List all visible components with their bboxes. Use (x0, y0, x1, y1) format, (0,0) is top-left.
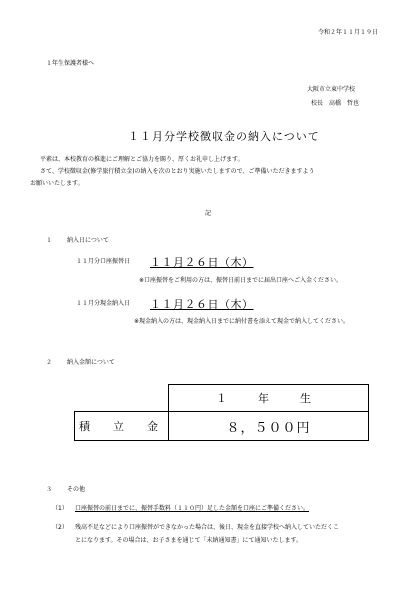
section-3-number: ３ (46, 486, 53, 493)
section-2-heading: 納入金額について (67, 359, 115, 366)
cash-date: １１月２６日（木） (150, 298, 254, 311)
recipient: １年生保護者様へ (46, 60, 95, 67)
document-date: 令和２年１１月１９日 (318, 29, 379, 36)
section-1-heading: 納入日について (67, 237, 109, 244)
debit-date-label: １１月分口座振替日 (76, 258, 131, 265)
body-line-1: 平素は、本校教育の推進にご理解とご協力を賜り、厚くお礼申し上げます。 (40, 156, 244, 163)
item-label: 積 立 金 (75, 412, 169, 441)
item-amount: ８，５００円 (169, 412, 369, 441)
other-item-2-number: （2） (52, 524, 68, 531)
amount-table-header-row (75, 385, 369, 412)
section-2-number: ２ (46, 359, 53, 366)
cash-date-label: １１月分現金納入日 (76, 300, 131, 307)
other-item-1-text: 口座振替の前日までに、振替手数料（１１０円）足した金額を口座にご準備ください。 (75, 505, 310, 512)
body-line-2: さて、学校徴収金(修学旅行積立金)の納入を次のとおり実施いたしますので、ご準備いただきますよう (40, 168, 315, 175)
other-item-2-line-2: とになります。その場合は、お子さまを通じて「未納通知書」にて通知いたします。 (75, 537, 303, 544)
other-item-2-line-1: 残高不足などにより口座振替ができなかった場合は、後日、現金を直接学校へ納入していただくこ (75, 524, 340, 531)
section-1-number: １ (46, 237, 53, 244)
amount-table-corner (75, 385, 169, 412)
other-item-1-number: （1） (52, 505, 68, 512)
ki-heading: 記 (205, 210, 212, 217)
amount-table (74, 384, 369, 441)
school-name: 大阪市立東中学校 (307, 86, 356, 93)
section-3-heading: その他 (67, 486, 86, 493)
principal-name: 校長 高橋 哲也 (311, 100, 360, 107)
debit-note: ※口座振替をご利用の方は、振替日前日までに届出口座へご入金ください。 (139, 277, 343, 284)
cash-note: ※現金納入の方は、現金納入日までに納付書を添えて現金で納入してください。 (134, 318, 350, 325)
grade-header: １ 年 生 (169, 385, 369, 412)
body-line-3: お願いいたします。 (30, 180, 84, 187)
amount-table-row (75, 412, 369, 441)
debit-date: １１月２６日（木） (150, 256, 254, 269)
document-title: １１月分学校徴収金の納入について (128, 130, 320, 143)
